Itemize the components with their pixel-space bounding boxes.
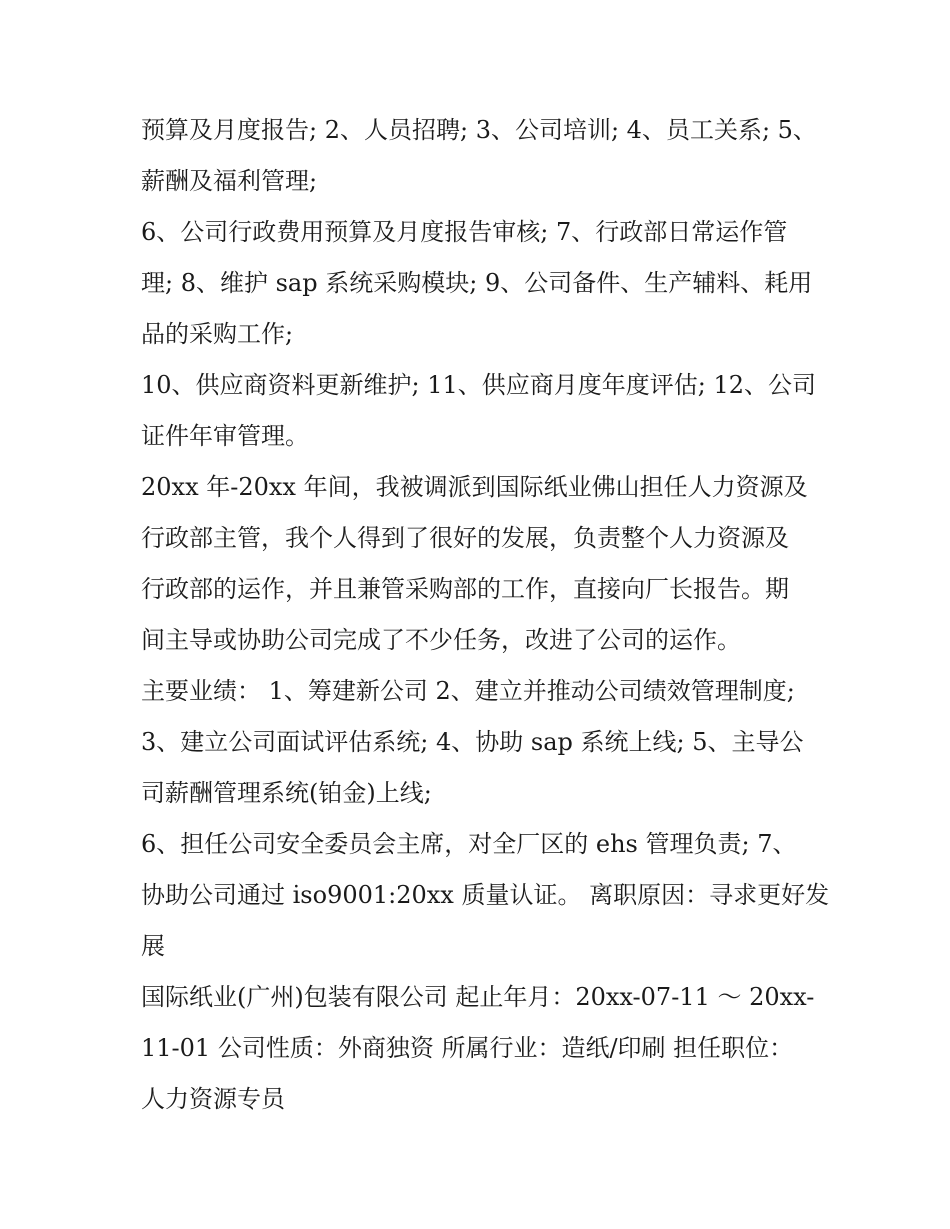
text-line: 国际纸业(广州)包装有限公司 起止年月：20xx-07-11 ～ 20xx- [141,983,815,1011]
text-line: 行政部主管，我个人得到了很好的发展，负责整个人力资源及 [141,524,789,552]
text-line: 20xx 年-20xx 年间，我被调派到国际纸业佛山担任人力资源及 [141,473,808,501]
text-line: 司薪酬管理系统(铂金)上线; [141,779,432,807]
text-line: 预算及月度报告; 2、人员招聘; 3、公司培训; 4、员工关系; 5、 [141,116,817,144]
text-line: 薪酬及福利管理; [141,167,318,195]
text-line: 展 [141,932,165,960]
text-line: 行政部的运作，并且兼管采购部的工作，直接向厂长报告。期 [141,575,789,603]
text-line: 3、建立公司面试评估系统; 4、协助 sap 系统上线; 5、主导公 [141,728,804,756]
text-line: 6、公司行政费用预算及月度报告审核; 7、行政部日常运作管 [141,218,788,246]
text-line: 理; 8、维护 sap 系统采购模块; 9、公司备件、生产辅料、耗用 [141,269,813,297]
text-line: 主要业绩： 1、筹建新公司 2、建立并推动公司绩效管理制度; [141,677,795,705]
text-line: 协助公司通过 iso9001:20xx 质量认证。 离职原因：寻求更好发 [141,881,830,909]
text-line: 证件年审管理。 [141,422,309,450]
text-line: 10、供应商资料更新维护; 11、供应商月度年度评估; 12、公司 [141,371,817,399]
text-line: 间主导或协助公司完成了不少任务，改进了公司的运作。 [141,626,741,654]
text-line: 6、担任公司安全委员会主席，对全厂区的 ehs 管理负责; 7、 [141,830,797,858]
text-line: 人力资源专员 [141,1085,285,1113]
document-body [141,105,830,1125]
text-line: 11-01 公司性质：外商独资 所属行业：造纸/印刷 担任职位： [141,1034,794,1062]
text-line: 品的采购工作; [141,320,294,348]
